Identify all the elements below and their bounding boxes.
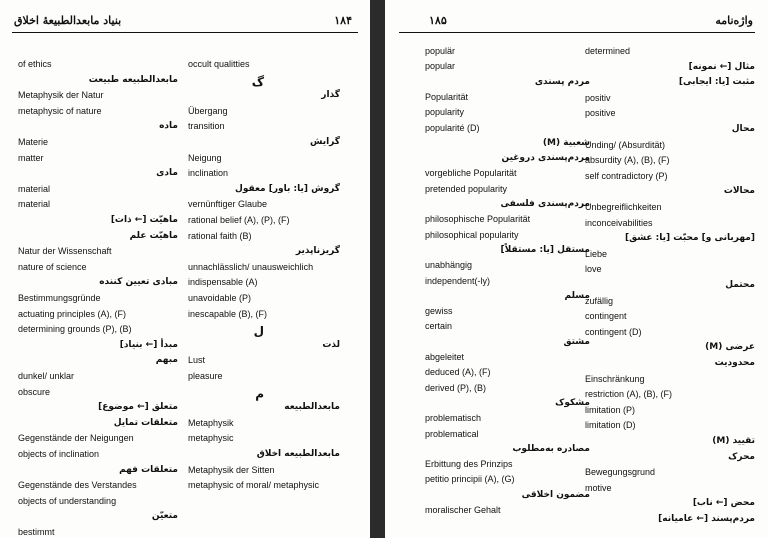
persian-term: مابعدالطبیعه اخلاق (256, 449, 340, 459)
persian-term: متعلقات فهم (119, 464, 178, 475)
foreign-term: metaphysic (188, 433, 234, 444)
foreign-term: positive (585, 108, 616, 119)
foreign-term: petitio principii (A), (G) (425, 474, 515, 485)
foreign-term: rational belief (A), (P), (F) (188, 215, 290, 225)
foreign-term: problematical (425, 428, 479, 439)
foreign-term: metaphysic of nature (18, 105, 102, 116)
foreign-term: unabhängig (425, 260, 473, 271)
foreign-term: unnachlässlich/ unausweichlich (188, 261, 314, 272)
foreign-term: contingent (D) (585, 326, 642, 337)
persian-term: مبدأ [← بنیاد] (119, 339, 178, 350)
right-page-title: واژه‌نامه (715, 14, 753, 27)
foreign-term: restriction (A), (B), (F) (585, 389, 672, 400)
persian-term: مردم‌پسندی فلسفی (500, 199, 590, 209)
foreign-term: populär (425, 46, 456, 56)
foreign-term: moralischer Gehalt (425, 505, 501, 515)
persian-term: محال (731, 124, 755, 134)
foreign-term: dunkel/ unklar (18, 371, 75, 381)
foreign-term: positiv (585, 92, 611, 103)
foreign-term: metaphysic of moral/ metaphysic (188, 480, 320, 491)
foreign-term: motive (585, 482, 612, 493)
foreign-term: vernünftiger Glaube (188, 199, 268, 210)
foreign-term: pleasure (188, 371, 223, 381)
foreign-term: occult qualitties (188, 59, 250, 69)
persian-term: مابعدالطبیعه طبیعت (88, 74, 178, 85)
persian-term: مادی (156, 168, 178, 179)
persian-term: گروش [یا: باور] معقول (235, 183, 340, 194)
persian-term: [مهربانی و] محبّت [یا: عشق] (625, 233, 755, 244)
foreign-term: Metaphysik der Sitten (188, 464, 275, 475)
foreign-term: problematisch (425, 413, 482, 424)
persian-term: عرضی (M) (705, 342, 755, 353)
foreign-term: philosophische Popularität (425, 214, 531, 225)
persian-term: مبهم (155, 355, 178, 366)
foreign-term: objects of inclination (18, 449, 100, 459)
foreign-term: independent(-ly) (425, 275, 491, 286)
section-letter: م (255, 386, 264, 401)
persian-term: مردم‌پسند [← عامیانه] (658, 514, 755, 524)
foreign-term: popularité (D) (425, 122, 480, 133)
foreign-term: bestimmt (18, 527, 55, 537)
foreign-term: contingent (585, 311, 627, 322)
left-page-title: بنیاد مابعدالطبیعهٔ اخلاق (14, 14, 122, 27)
foreign-term: Einschränkung (585, 373, 645, 384)
foreign-term: Bestimmungsgründe (18, 293, 101, 303)
persian-term: مستقل [یا: مستقلاً] (500, 244, 590, 255)
foreign-term: Metaphysik (188, 417, 234, 428)
persian-term: محدودیت (714, 358, 755, 368)
persian-term: ماهیّت علم (129, 230, 178, 241)
persian-term: گذار (321, 90, 340, 101)
book-gutter (370, 0, 385, 538)
foreign-term: gewiss (425, 306, 453, 317)
foreign-term: determined (585, 46, 631, 56)
foreign-term: limitation (P) (585, 404, 636, 415)
foreign-term: inconceivabilities (585, 217, 653, 228)
foreign-term: love (585, 264, 602, 275)
persian-term: متعیّن (151, 511, 178, 522)
foreign-term: certain (425, 321, 453, 332)
persian-term: مبادی تعیین کننده (99, 277, 178, 288)
persian-term: مردم‌پسندی دروغین (501, 153, 590, 164)
foreign-term: Natur der Wissenschaft (18, 246, 112, 257)
foreign-term: popularity (425, 107, 465, 118)
foreign-term: Übergang (188, 105, 228, 116)
left-page-number: ۱۸۴ (334, 14, 352, 27)
foreign-term: Liebe (585, 248, 608, 259)
foreign-term: limitation (D) (585, 420, 636, 431)
foreign-term: Erbittung des Prinzips (425, 459, 513, 470)
right-page (385, 0, 768, 538)
foreign-term: Gegenstände des Verstandes (18, 480, 137, 491)
foreign-term: of ethics (18, 59, 52, 69)
foreign-term: derived (P), (B) (425, 382, 487, 393)
persian-term: مصادره به‌مطلوب (512, 443, 590, 454)
foreign-term: Popularität (425, 91, 469, 102)
foreign-term: inescapable (B), (F) (188, 308, 268, 319)
persian-term: محتمل (725, 280, 755, 290)
foreign-term: matter (18, 152, 44, 163)
foreign-term: Bewegungsgrund (585, 467, 656, 478)
foreign-term: rational faith (B) (188, 230, 252, 241)
section-letter: گ (251, 74, 264, 89)
foreign-term: actuating principles (A), (F) (18, 308, 127, 319)
foreign-term: Unbegreiflichkeiten (585, 202, 662, 212)
foreign-term: Gegenstände der Neigungen (18, 433, 134, 444)
persian-term: متعلقات تمایل (113, 417, 178, 428)
persian-term: محض [← ناب] (692, 498, 755, 509)
persian-term: شعبیة (M) (542, 137, 590, 148)
persian-term: مثبت [یا: ایجابی] (678, 77, 755, 88)
foreign-term: popular (425, 61, 456, 72)
foreign-term: objects of understanding (18, 495, 117, 506)
foreign-term: nature of science (18, 261, 87, 272)
foreign-term: determining grounds (P), (B) (18, 324, 132, 335)
foreign-term: Materie (18, 137, 49, 147)
persian-term: گرایش (309, 137, 340, 147)
foreign-term: self contradictory (P) (585, 170, 668, 181)
persian-term: مابعدالطبیعه (284, 402, 340, 413)
foreign-term: inclination (188, 168, 229, 179)
persian-term: تقیید (M) (712, 436, 755, 446)
foreign-term: deduced (A), (F) (425, 367, 491, 378)
section-letter: ل (253, 324, 264, 339)
foreign-term: vorgebliche Popularität (425, 168, 517, 179)
persian-term: ماهیّت [← ذات] (110, 215, 178, 225)
foreign-term: Lust (188, 355, 206, 366)
persian-term: مشکوک (555, 397, 590, 408)
foreign-term: obscure (18, 386, 51, 397)
foreign-term: Metaphysik der Natur (18, 90, 104, 101)
persian-term: گریزناپذیر (295, 246, 340, 257)
persian-term: ماده (159, 121, 178, 132)
persian-term: مضمون اخلاقی (521, 489, 590, 500)
persian-term: متعلق [← موضوع] (98, 402, 178, 413)
persian-term: مردم پسندی (534, 76, 590, 87)
persian-term: مشتق (563, 336, 590, 347)
persian-term: محالات (723, 186, 755, 197)
persian-term: لذت (322, 339, 340, 350)
foreign-term: zufällig (585, 295, 614, 306)
left-page-header (12, 8, 358, 33)
foreign-term: pretended popularity (425, 183, 508, 194)
left-page (0, 0, 370, 538)
right-page-number: ۱۸۵ (429, 14, 447, 27)
foreign-term: Neigung (188, 152, 222, 163)
foreign-term: Unding/ (Absurdität) (585, 139, 666, 150)
foreign-term: transition (188, 121, 225, 132)
foreign-term: unavoidable (P) (188, 293, 252, 303)
right-page-header (399, 8, 755, 33)
persian-term: مثال [← نمونه] (688, 61, 755, 72)
foreign-term: material (18, 183, 51, 194)
foreign-term: abgeleitet (425, 352, 465, 362)
foreign-term: philosophical popularity (425, 229, 519, 240)
foreign-term: indispensable (A) (188, 277, 258, 288)
foreign-term: absurdity (A), (B), (F) (585, 155, 670, 166)
persian-term: مسلم (564, 290, 590, 301)
foreign-term: material (18, 199, 51, 210)
persian-term: محرک (728, 451, 755, 462)
